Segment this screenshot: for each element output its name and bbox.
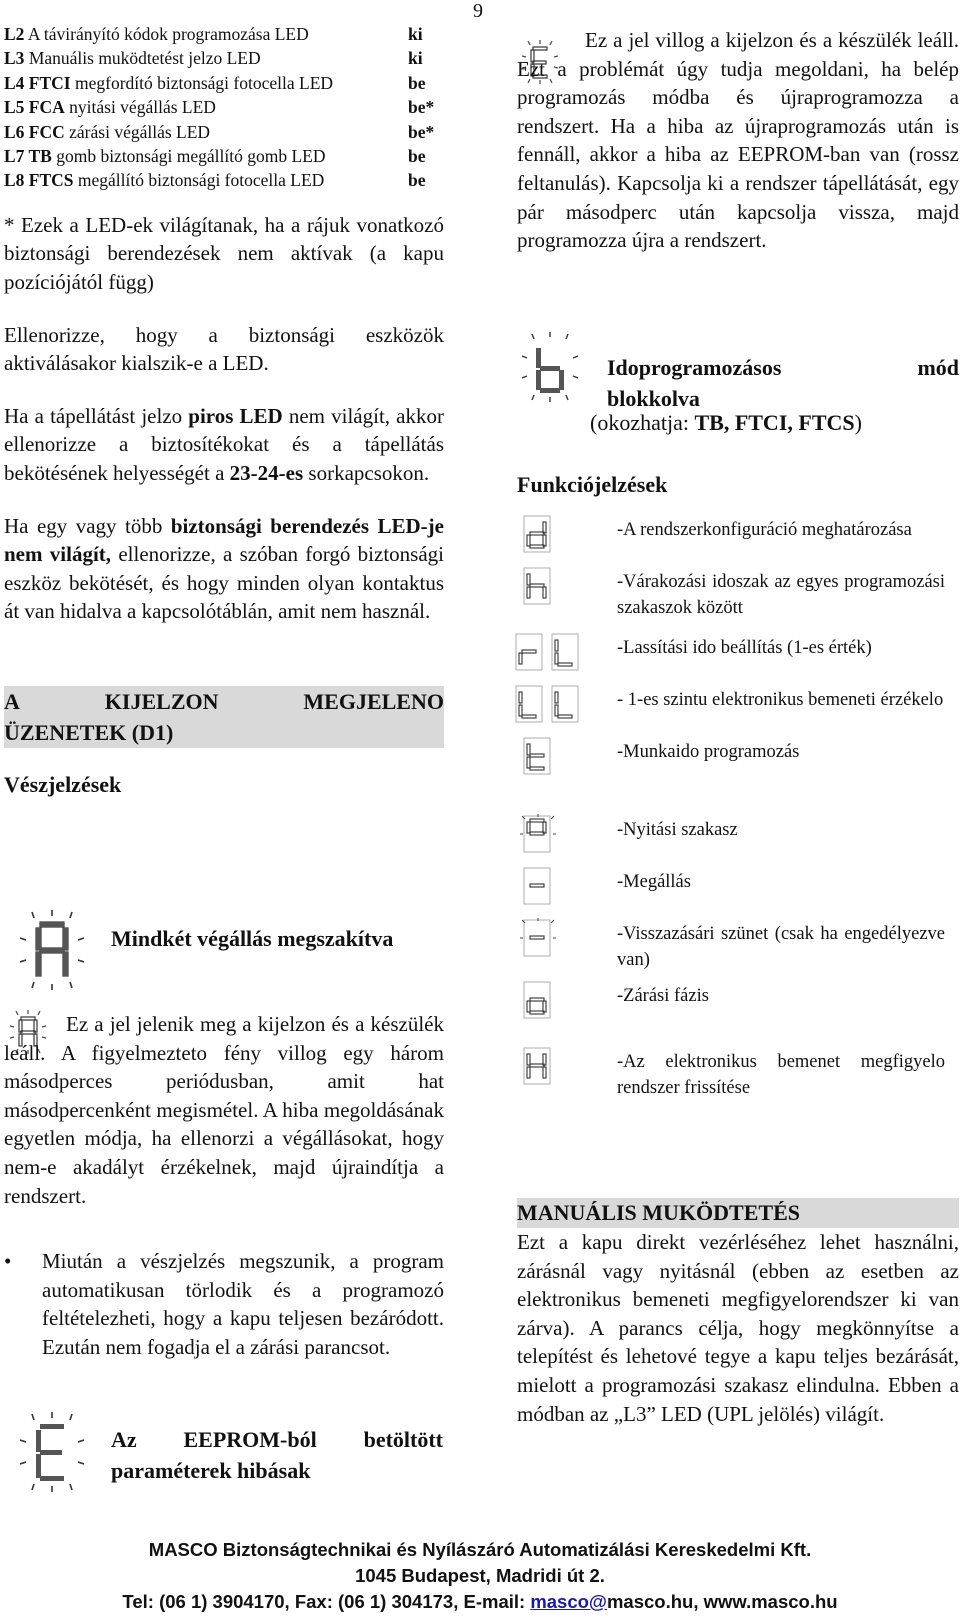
- led-row: [4, 168, 444, 192]
- alarms-heading: Vészjelzések: [4, 771, 122, 797]
- manual-operation-section: [517, 1198, 959, 1428]
- led-code: L5 FCA: [4, 97, 65, 118]
- page-number: 9: [473, 0, 483, 22]
- display-symbol-h-icon: [520, 1046, 556, 1086]
- bullet-item: • Miután a vészjelzés megszunik, a program automatikusan törlodik és a programozó feltételezheti, hogy a kapu teljesen bezáródott. Ezután nem fogadja el a zárási parancsot.: [4, 1247, 444, 1361]
- alarm-e-title: Az EEPROM-ból betöltött paraméterek hibásak: [111, 1427, 443, 1483]
- function-signal-text: -Várakozási idoszak az egyes programozási szakaszok között: [617, 572, 945, 618]
- left-column: [4, 22, 444, 798]
- function-signal-item: [617, 984, 945, 1010]
- function-signal-item: [617, 922, 945, 973]
- function-signal-item: [617, 636, 945, 662]
- led-state: be*: [408, 121, 435, 142]
- led-code: L6 FCC: [4, 121, 65, 142]
- alarm-a-title: Mindkét végállás megszakítva: [111, 926, 394, 951]
- display-symbol-r1-icon: [512, 632, 584, 672]
- bullet-icon: •: [4, 1249, 12, 1273]
- function-signal-text: -Az elektronikus bemenet megfigyelo rendszer frissítése: [617, 1052, 945, 1098]
- display-symbol-t-icon: [520, 736, 556, 776]
- display-symbol-d-icon: [520, 514, 556, 554]
- led-state: be: [408, 146, 426, 167]
- function-signal-text: -Nyitási szakasz: [617, 820, 738, 840]
- function-signal-text: -Lassítási ido beállítás (1-es érték): [617, 638, 872, 658]
- led-code: L8 FTCS: [4, 170, 74, 191]
- led-row: [4, 71, 444, 95]
- function-signal-item: [617, 518, 945, 544]
- led-code: L3: [4, 48, 25, 69]
- led-row: [4, 22, 444, 46]
- email-link[interactable]: masco@: [530, 1591, 607, 1612]
- led-row: [4, 144, 444, 168]
- function-signal-text: -A rendszerkonfiguráció meghatározása: [617, 520, 912, 540]
- function-signal-text: -Visszazásári szünet (csak ha engedélyezve van): [617, 924, 945, 970]
- display-symbol-l1-icon: [512, 684, 584, 724]
- led-row: [4, 95, 444, 119]
- function-signal-item: [617, 740, 945, 766]
- power-paragraph: Ha a tápellátást jelzo piros LED nem világít, akkor ellenorizze a biztosítékokat és a tápellátás bekötésének helyességét a 23-24-es sorkapcsokon.: [4, 403, 444, 485]
- manual-operation-text: Ezt a kapu direkt vezérléséhez lehet használni, zárásnál vagy nyitásnál (ebben az esetben az elektronikus bemeneti megfigyelorendszer ki van zárva). A parancs célja, hogy megkönnyítse a telepítést és lehetové tegye a kapu teljes bezárását, mielott a programozási szakasz elindulna. Ebben a módban az „L3” LED (UPL jelölés) világít.: [517, 1230, 959, 1426]
- led-code: L7 TB: [4, 146, 52, 167]
- safety-paragraph: Ha egy vagy több biztonsági berendezés LED-je nem világít, ellenorizze, a szóban forgó biztonsági eszköz bekötését, és hogy minden olyan kontaktus át van hidalva a kapcsolótáblán, amit nem használ.: [4, 513, 444, 624]
- bullet-list: [4, 1247, 444, 1361]
- function-signals-heading: Funkciójelzések: [517, 472, 668, 497]
- function-signal-item: [617, 1050, 945, 1101]
- alarm-a-description: Ez a jel jelenik meg a kijelzon és a készülék leáll. A figyelmezteto fény villog egy három másodperces periódusban, amit hat másodpercenként megismétel. A hiba megoldásának egyetlen módja, ha ellenorzi a végállásokat, hogy nem-e akadályt érzékelnek, majd újraindítja a rendszert.: [4, 1012, 444, 1208]
- led-description: gomb biztonsági megállító gomb LED: [56, 146, 326, 167]
- check-paragraph: Ellenorizze, hogy a biztonsági eszközök aktiválásakor kialszik-e a LED.: [4, 322, 444, 376]
- display-symbol-open-icon: [520, 814, 556, 854]
- led-state: ki: [408, 24, 423, 44]
- led-note: * Ezek a LED-ek világítanak, ha a rájuk vonatkozó biztonsági berendezések nem aktívak (a kapu pozíciójától függ): [4, 212, 444, 295]
- footer-address: 1045 Budapest, Madridi út 2.: [355, 1565, 605, 1586]
- led-state: be*: [408, 97, 435, 118]
- led-description: A távirányító kódok programozása LED: [27, 24, 309, 44]
- led-description: megfordító biztonsági fotocella LED: [74, 72, 334, 93]
- led-code: L2: [4, 24, 25, 44]
- led-row: [4, 120, 444, 144]
- footer-company: MASCO Biztonságtechnikai és Nyílászáró Automatizálási Kereskedelmi Kft.: [148, 1539, 812, 1560]
- function-signal-item: [617, 570, 945, 621]
- led-state: be: [408, 170, 426, 191]
- display-messages-section-title: A KIJELZON MEGJELENO ÜZENETEK (D1): [4, 686, 444, 748]
- led-description: nyitási végállás LED: [69, 97, 216, 118]
- led-code: L4 FTCI: [4, 72, 71, 93]
- display-symbol-b-icon: [522, 332, 578, 402]
- function-signal-text: -Munkaido programozás: [617, 742, 800, 762]
- led-row: [4, 46, 444, 70]
- led-description: zárási végállás LED: [69, 121, 211, 142]
- led-description: Manuális muködtetést jelzo LED: [28, 48, 261, 69]
- led-state: ki: [408, 48, 423, 69]
- time-programming-blocked: Idoprogramozásos mód blokkolva: [607, 355, 959, 411]
- display-symbol-a-large-icon: [20, 910, 84, 990]
- footer-contact: Tel: (06 1) 3904170, Fax: (06 1) 304173, E-mail: masco@masco.hu, www.masco.hu: [122, 1591, 838, 1612]
- led-status-list: [4, 22, 444, 193]
- function-signal-item: [617, 818, 945, 844]
- led-state: be: [408, 72, 426, 93]
- led-description: megállító biztonsági fotocella LED: [77, 170, 325, 191]
- manual-operation-title: MANUÁLIS MUKÖDTETÉS: [517, 1198, 959, 1228]
- block-cause: (okozhatja: TB, FTCI, FTCS): [590, 410, 862, 435]
- display-symbol-stop-icon: [520, 866, 556, 906]
- display-symbol-pause-icon: [520, 918, 556, 958]
- function-signal-text: -Zárási fázis: [617, 986, 709, 1006]
- function-signal-item: [617, 870, 945, 896]
- function-signal-item: [617, 688, 945, 714]
- display-symbol-close-icon: [520, 980, 556, 1020]
- display-symbol-h-icon: [520, 566, 556, 606]
- function-signal-text: - 1-es szintu elektronikus bemeneti érzékelo: [617, 690, 944, 710]
- function-signal-text: -Megállás: [617, 872, 691, 892]
- eeprom-description: Ez a jel villog a kijelzon és a készülék leáll. Ezt a problémát úgy tudja megoldani, ha belép programozás módba és újraprogramozza a rendszert. Ha a hiba az újraprogramozás után is fennáll, akkor a hiba az EEPROM-ban van (rossz feltanulás). Kapcsolja ki a rendszer tápellátását, egy pár másodperc után kapcsolja vissza, majd programozza újra a rendszert.: [517, 28, 959, 253]
- display-symbol-e-large-icon: [20, 1412, 84, 1492]
